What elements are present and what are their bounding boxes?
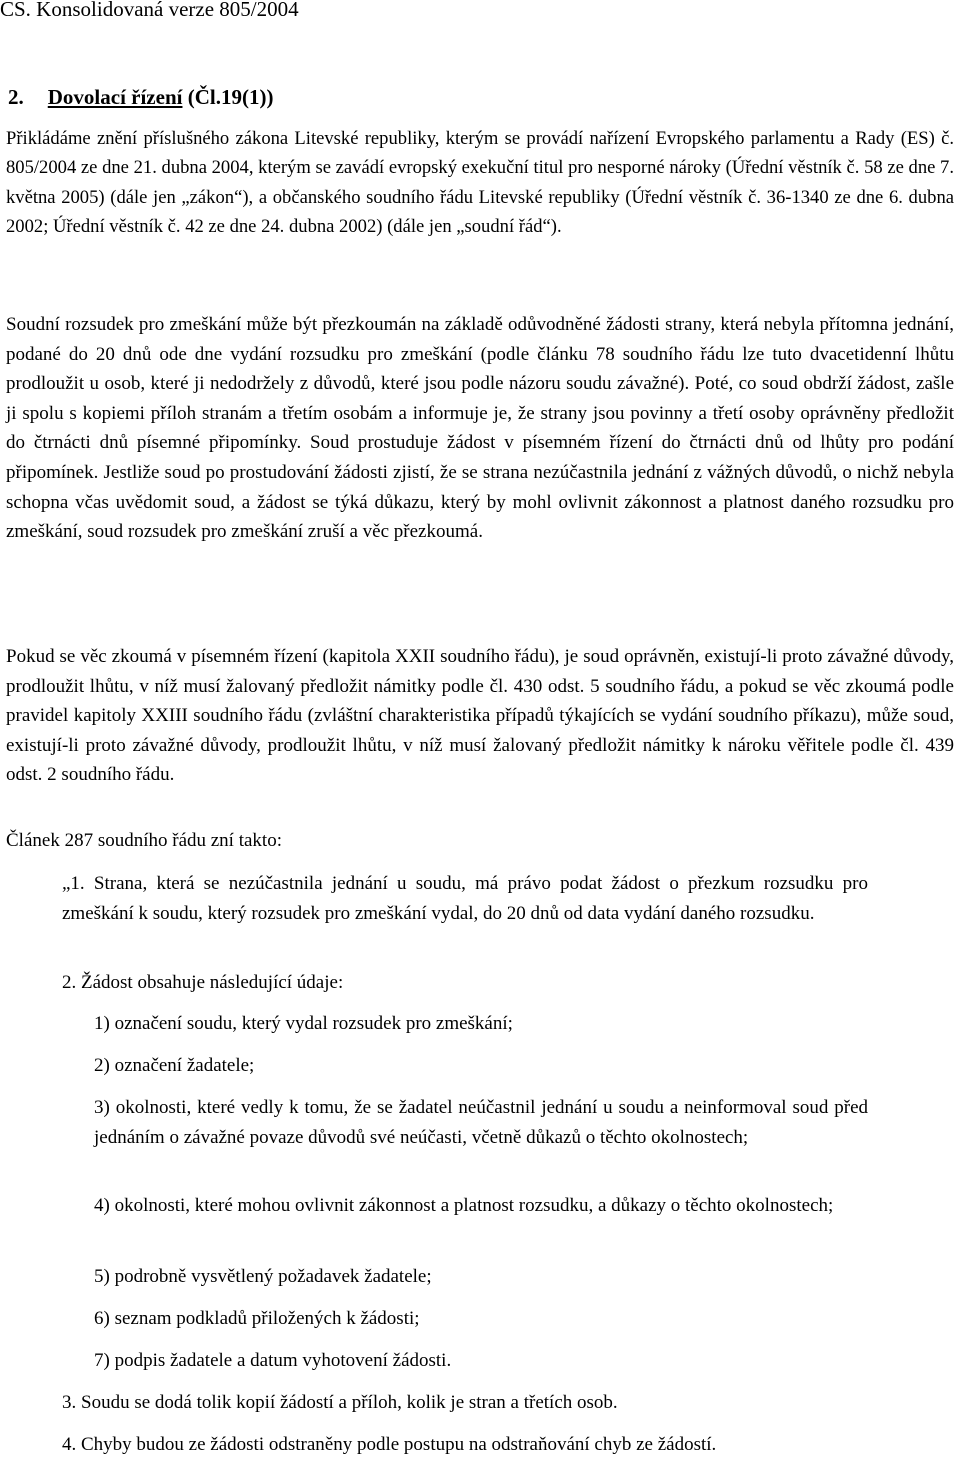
intro-paragraph: Přikládáme znění příslušného zákona Litevské republiky, kterým se provádí nařízení Evropského parlamentu a Rady (ES) č. 805/2004 ze dne 21. dubna 2004, kterým se zavádí evropský exekuční titul pro nesporné nároky (Úřední věstník č. 58 ze dne 7. května 2005) (dále jen „zákon“), a občanského soudního řádu Litevské republiky (Úřední věstník č. 36-1340 ze dne 6. dubna 2002; Úřední věstník č. 42 ze dne 24. dubna 2002) (dále jen „soudní řád“). (6, 128, 954, 238)
article-item-2: 2. Žádost obsahuje následující údaje: (62, 972, 344, 993)
article-sub-item: 4) okolnosti, které mohou ovlivnit zákonnost a platnost rozsudku, a důkazy o těchto okolnostech; (94, 1195, 834, 1216)
article-sub-item: 5) podrobně vysvětlený požadavek žadatele; (94, 1266, 432, 1287)
section-heading (8, 84, 273, 110)
article-item-3: 3. Soudu se dodá tolik kopií žádostí a příloh, kolik je stran a třetích osob. (62, 1392, 618, 1413)
section-number: 2. (8, 85, 24, 109)
article-sub-item: 2) označení žadatele; (94, 1055, 255, 1076)
section-title-link[interactable]: Dovolací řízení (47, 85, 183, 109)
article-item-1: „1. Strana, která se nezúčastnila jednání u soudu, má právo podat žádost o přezkum rozsudku pro zmeškání k soudu, který rozsudek pro zmeškání vydal, do 20 dnů od data vydání daného rozsudku. (62, 873, 868, 924)
article-sub-item: 1) označení soudu, který vydal rozsudek pro zmeškání; (94, 1013, 513, 1034)
article-sub-item: 3) okolnosti, které vedly k tomu, že se žadatel neúčastnil jednání u soudu a neinformoval soud před jednáním o závažné povaze důvodů své neúčasti, včetně důkazů o těchto okolnostech; (94, 1097, 868, 1148)
section-title-suffix: (Čl.19(1)) (182, 85, 274, 109)
article-item-4: 4. Chyby budou ze žádosti odstraněny podle postupu na odstraňování chyb ze žádostí. (62, 1434, 717, 1455)
default-judgment-paragraph: Soudní rozsudek pro zmeškání může být přezkoumán na základě odůvodněné žádosti strany, která nebyla přítomna jednání, podané do 20 dnů ode dne vydání rozsudku pro zmeškání (podle článku 78 soudního řádu lze tuto dvacetidenní lhůtu prodloužit u osob, které ji nedodržely z důvodů, které jsou podle názoru soudu závažné). Poté, co soud obdrží žádost, zašle ji spolu s kopiemi příloh stranám a třetím osobám a informuje je, že strany jsou povinny a třetí osoby oprávněny předložit do čtrnácti dnů písemné připomínky. Soud prostuduje žádost v písemném řízení do čtrnácti dnů od lhůty pro podání připomínek. Jestliže soud po prostudování žádosti zjistí, že se strana nezúčastnila jednání z vážných důvodů, o nichž nebyla schopna včas uvědomit soud, a žádost se týká důkazu, který by mohl ovlivnit zákonnost a platnost daného rozsudku pro zmeškání, soud rozsudek pro zmeškání zruší a věc přezkoumá. (6, 314, 954, 543)
article-intro-paragraph: Článek 287 soudního řádu zní takto: (6, 830, 282, 851)
article-sub-item: 6) seznam podkladů přiložených k žádosti; (94, 1308, 420, 1329)
document-header: CS. Konsolidovaná verze 805/2004 (0, 0, 299, 21)
written-procedure-paragraph: Pokud se věc zkoumá v písemném řízení (kapitola XXII soudního řádu), je soud oprávněn, existují-li proto závažné důvody, prodloužit lhůtu, v níž musí žalovaný předložit námitky podle čl. 430 odst. 5 soudního řádu, a pokud se věc zkoumá podle pravidel kapitoly XXIII soudního řádu (zvláštní charakteristika případů týkajících se vydání soudního příkazu), může soud, existují-li proto závažné důvody, prodloužit lhůtu, v níž musí žalovaný předložit námitky k nároku věřitele podle čl. 439 odst. 2 soudního řádu. (6, 646, 954, 786)
article-sub-item: 7) podpis žadatele a datum vyhotovení žádosti. (94, 1350, 452, 1371)
